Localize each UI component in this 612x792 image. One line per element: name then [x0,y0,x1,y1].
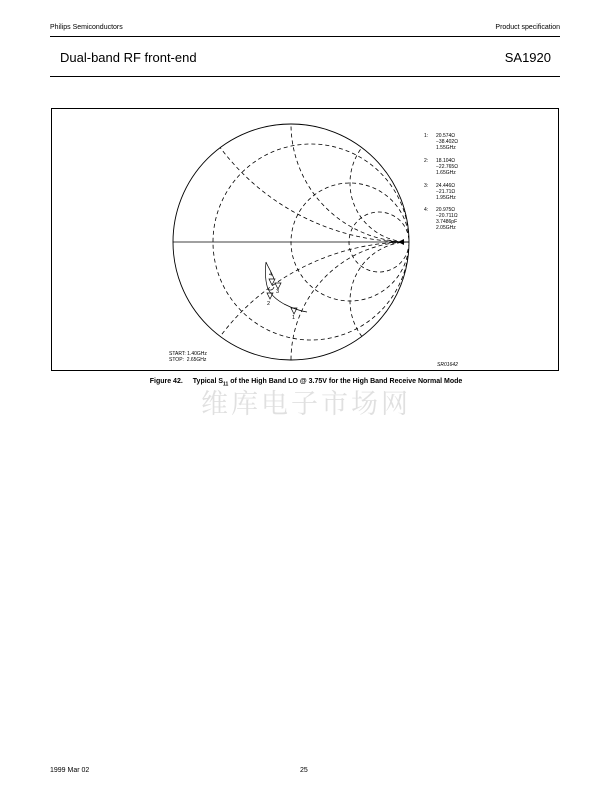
marker-readout-line: 1.95GHz [436,195,456,201]
reactance-circle [173,242,558,370]
reactance-circle [173,109,558,242]
sweep-stop: STOP: 2.65GHz [169,357,207,363]
page-number: 25 [300,767,308,774]
smith-chart [52,109,558,370]
caption-subscript: 11 [223,381,229,388]
header-doc-type: Product specification [495,24,560,31]
marker-readout-line: 20.975Ω [436,207,456,213]
header-company: Philips Semiconductors [50,24,123,31]
title-rule [50,76,560,77]
figure-number: Figure 42. [149,378,183,385]
trace-end-arrow [398,239,404,245]
caption-text-start: Typical S [192,378,224,385]
marker-label: 2 [267,301,271,307]
sweep-start: START: 1.40GHz [169,351,207,357]
marker-readout-line: −21.71Ω [436,189,456,195]
header-rule [50,36,560,37]
marker-readout-line: 3.7486pF [436,219,458,225]
marker-index: 1: [424,133,429,139]
marker-readout-line: −22.765Ω [436,164,458,170]
marker-readout-line: 1.65GHz [436,170,456,176]
marker-readout-line: −20.711Ω [436,213,458,219]
reactance-circle [350,242,468,360]
marker-readout-line: −38.402Ω [436,139,458,145]
document-title: Dual-band RF front-end [60,50,197,65]
marker-label: 1 [292,315,296,321]
reactance-circle [291,242,527,370]
marker-readout-line: 1.55GHz [436,145,456,151]
watermark: 维库电子市场网 [201,389,411,420]
caption-text-end: of the High Band LO @ 3.75V for the High Band Receive Normal Mode [228,378,463,385]
marker-readout-line: 24.446Ω [436,183,456,189]
marker-label: 4 [269,272,273,278]
marker-readout-line: 2.05GHz [436,225,456,231]
marker-readout-line: 20.574Ω [436,133,456,139]
marker-label: 3 [276,289,280,295]
footer-date: 1999 Mar 02 [50,767,90,774]
marker-2-triangle [267,293,273,299]
marker-index: 2: [424,158,429,164]
reactance-circle [291,109,527,242]
marker-index: 3: [424,183,429,189]
s11-trace [265,262,307,312]
marker-readouts [424,133,458,231]
figure-frame [51,108,559,371]
figure-code: SR01642 [437,362,458,368]
marker-index: 4: [424,207,429,213]
part-number: SA1920 [504,50,551,65]
marker-readout-line: 18.104Ω [436,158,456,164]
